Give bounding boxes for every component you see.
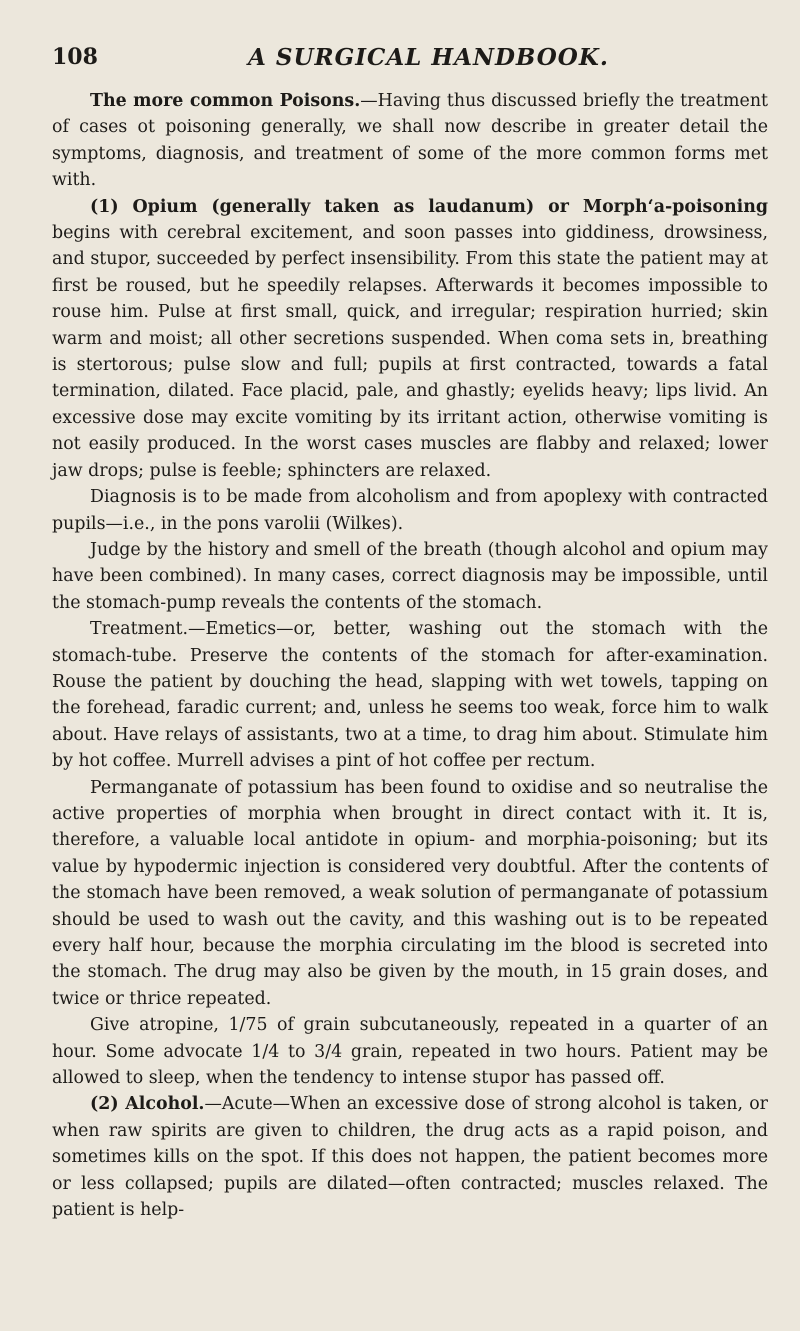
paragraph-judge-history — [52, 537, 768, 616]
paragraph-text: begins with cerebral excitement, and soon passes into giddiness, drowsiness, and stupor, succeeded by perfect insensibility. From this state the patient may at first be roused, but he speedily relapses. Afterwards it becomes impossible to rouse him. Pulse at first small, quick, and irregular; respiration hurried; skin warm and moist; all other secretions suspended. When coma sets in, breathing is stertorous; pulse slow and full; pupils at first contracted, towards a fatal termination, dilated. Face placid, pale, and ghastly; eyelids heavy; lips livid. An excessive dose may excite vomiting by its irritant action, otherwise vomiting is not easily produced. In the worst cases muscles are flabby and relaxed; lower jaw drops; pulse is feeble; sphincters are relaxed. — [52, 223, 768, 481]
heading-common-poisons: The more common Poisons. — [90, 91, 361, 111]
paragraph-text: —Acute—When an excessive dose of strong alcohol is taken, or when raw spirits are given to children, the drug acts as a rapid poison, and sometimes kills on the spot. If this does not happen, the patient becomes more or less collapsed; pupils are dilated—often contracted; muscles relaxed. The patient is help- — [52, 1094, 768, 1221]
paragraph-text: Treatment.—Emetics—or, better, washing out the stomach with the stomach-tube. Preserve the contents of the stomach for after-examination. Rouse the patient by douching the head, slapping with wet towels, tapping on the forehead, faradic current; and, unless he seems too weak, force him to walk about. Have relays of assistants, two at a time, to drag him about. Stimulate him by hot coffee. Murrell advises a pint of hot coffee per rectum. — [52, 619, 768, 772]
paragraph-opium — [52, 194, 768, 484]
paragraph-alcohol — [52, 1091, 768, 1223]
paragraph-text: Give atropine, 1/75 of grain subcutaneously, repeated in a quarter of an hour. Some advocate 1/4 to 3/4 grain, repeated in two hours. Patient may be allowed to sleep, when the tendency to intense stupor has passed off. — [52, 1015, 768, 1089]
paragraph-permanganate — [52, 775, 768, 1013]
paragraph-poisons-intro — [52, 88, 768, 194]
paragraph-diagnosis — [52, 484, 768, 537]
paragraph-atropine — [52, 1012, 768, 1091]
paragraph-text: Diagnosis is to be made from alcoholism and from apoplexy with contracted pupils—i.e., in the pons varolii (Wilkes). — [52, 487, 768, 534]
heading-opium: (1) Opium (generally taken as laudanum) or Morph‘a-poisoning — [90, 196, 768, 217]
page-header — [52, 44, 768, 80]
paragraph-text: Permanganate of potassium has been found to oxidise and so neutralise the active properties of morphia when brought in direct contact with it. It is, therefore, a valuable local antidote in opium- and morphia-poisoning; but its value by hypodermic injection is considered very doubtful. After the contents of the stomach have been removed, a weak solution of permanganate of potassium should be used to wash out the cavity, and this washing out is to be repeated every half hour, because the morphia circulating im the blood is secreted into the stomach. The drug may also be given by the mouth, in 15 grain doses, and twice or thrice repeated. — [52, 777, 768, 1009]
paragraph-text: —Having thus discussed briefly the treatment of cases ot poisoning generally, we shall now describe in greater detail the symptoms, diagnosis, and treatment of some of the more common forms met with. — [52, 91, 769, 191]
running-title: A SURGICAL HANDBOOK. — [248, 44, 609, 71]
paragraph-treatment — [52, 616, 768, 774]
paragraph-text: Judge by the history and smell of the breath (though alcohol and opium may have been combined). In many cases, correct diagnosis may be impossible, until the stomach-pump reveals the contents of the stomach. — [52, 539, 768, 613]
page-number: 108 — [52, 44, 98, 70]
page-body — [52, 88, 768, 1223]
heading-alcohol: (2) Alcohol. — [90, 1094, 205, 1115]
